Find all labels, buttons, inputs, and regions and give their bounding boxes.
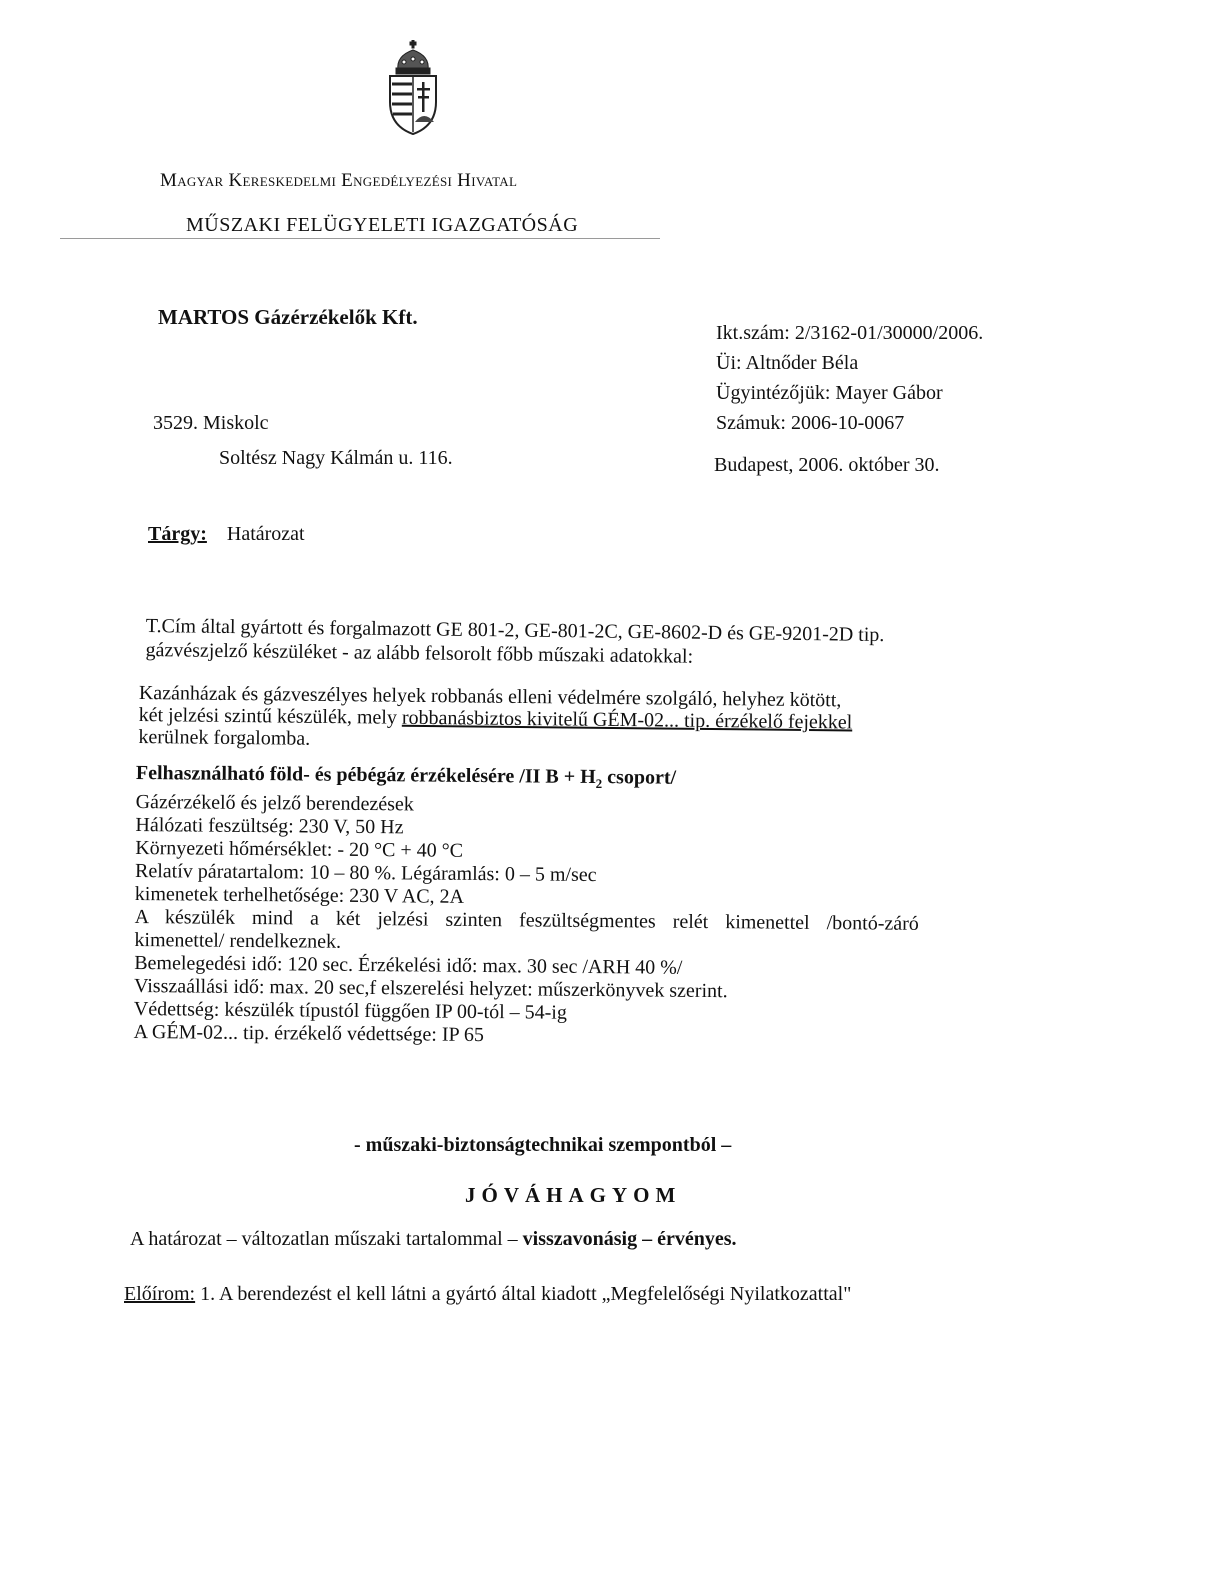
- intro-line-1: T.Cím által gyártott és forgalmazott GE 801-2, GE-801-2C, GE-8602-D és GE-9201-2D tip.: [145, 614, 885, 647]
- header-divider: [60, 238, 660, 239]
- spec-device-type: Gázérzékelő és jelző berendezések: [135, 790, 414, 816]
- spec-gas-types-text: Felhasználható föld- és pébégáz érzékelésére /II B + H: [135, 762, 596, 789]
- description-paragraph: [138, 682, 852, 755]
- subject-line: [148, 523, 305, 546]
- prescription-label: Előírom:: [124, 1283, 196, 1305]
- spec-warmup: Bemelegedési idő: 120 sec. Érzékelési idő: max. 30 sec /ARH 40 %/: [134, 951, 683, 979]
- department-name: MŰSZAKI FELÜGYELETI IGAZGATÓSÁG: [186, 214, 579, 236]
- spec-humidity: Relatív páratartalom: 10 – 80 %. Légáramlás: 0 – 5 m/sec: [134, 859, 597, 887]
- spec-gas-types-subscript: 2: [595, 776, 603, 792]
- description-line-2-start: két jelzési szintű készülék, mely: [138, 703, 403, 729]
- prescription-line: [124, 1283, 851, 1306]
- validity-text: A határozat – változatlan műszaki tartalommal –: [130, 1228, 523, 1250]
- reference-block: [716, 318, 983, 438]
- description-line-1: Kazánházak és gázveszélyes helyek robbanás elleni védelmére szolgáló, helyhez kötött,: [138, 682, 842, 712]
- agency-name: Magyar Kereskedelmi Engedélyezési Hivatal: [160, 170, 518, 191]
- spec-list: [134, 762, 921, 1051]
- description-line-3: kerülnek forgalomba.: [138, 725, 311, 750]
- reference-number: Ikt.szám: 2/3162-01/30000/2006.: [716, 322, 984, 344]
- spec-reset: Visszaállási idő: max. 20 sec,f elszerelési helyzet: műszerkönyvek szerint.: [133, 974, 728, 1003]
- spec-relay-line-1: A készülék mind a két jelzési szinten feszültségmentes relét kimenettel /bontó-záró: [134, 905, 919, 935]
- spec-voltage: Hálózati feszültség: 230 V, 50 Hz: [135, 813, 404, 839]
- prescription-text: 1. A berendezést el kell látni a gyártó által kiadott „Megfelelőségi Nyilatkozattal": [195, 1283, 852, 1305]
- spec-sensor-protection: A GÉM-02... tip. érzékelő védettsége: IP 65: [133, 1020, 485, 1047]
- document-date: Budapest, 2006. október 30.: [714, 454, 940, 476]
- decision-context: - műszaki-biztonságtechnikai szempontból –: [354, 1134, 732, 1156]
- spec-protection: Védettség: készülék típustól függően IP 00-tól – 54-ig: [133, 997, 568, 1024]
- spec-output-load: kimenetek terhelhetősége: 230 V AC, 2A: [134, 882, 465, 908]
- coat-of-arms-icon: [384, 40, 442, 136]
- validity-bold: visszavonásig – érvényes.: [522, 1228, 737, 1250]
- description-line-2-underlined: robbanásbiztos kivitelű GÉM-02... tip. érzékelő fejekkel: [401, 706, 853, 734]
- recipient-street: Soltész Nagy Kálmán u. 116.: [219, 447, 453, 469]
- recipient-city: 3529. Miskolc: [153, 412, 269, 434]
- recipient-company: MARTOS Gázérzékelők Kft.: [158, 305, 418, 329]
- subject-label: Tárgy:: [148, 523, 207, 545]
- spec-gas-types-end: csoport/: [602, 766, 677, 789]
- subject-value: Határozat: [226, 523, 305, 545]
- reference-case-officer: Ügyintézőjük: Mayer Gábor: [716, 382, 943, 404]
- intro-line-2: gázvészjelző készüléket - az alább felsorolt főbb műszaki adatokkal:: [145, 638, 694, 668]
- validity-statement: [130, 1228, 737, 1251]
- reference-ui: Üi: Altnőder Béla: [716, 352, 859, 374]
- reference-their-number: Számuk: 2006-10-0067: [716, 412, 905, 434]
- spec-temperature: Környezeti hőmérséklet: - 20 °C + 40 °C: [135, 836, 464, 862]
- approval-heading: JÓVÁHAGYOM: [465, 1183, 682, 1207]
- intro-paragraph: [145, 614, 884, 671]
- spec-relay-line-2: kimenettel/ rendelkeznek.: [134, 928, 342, 953]
